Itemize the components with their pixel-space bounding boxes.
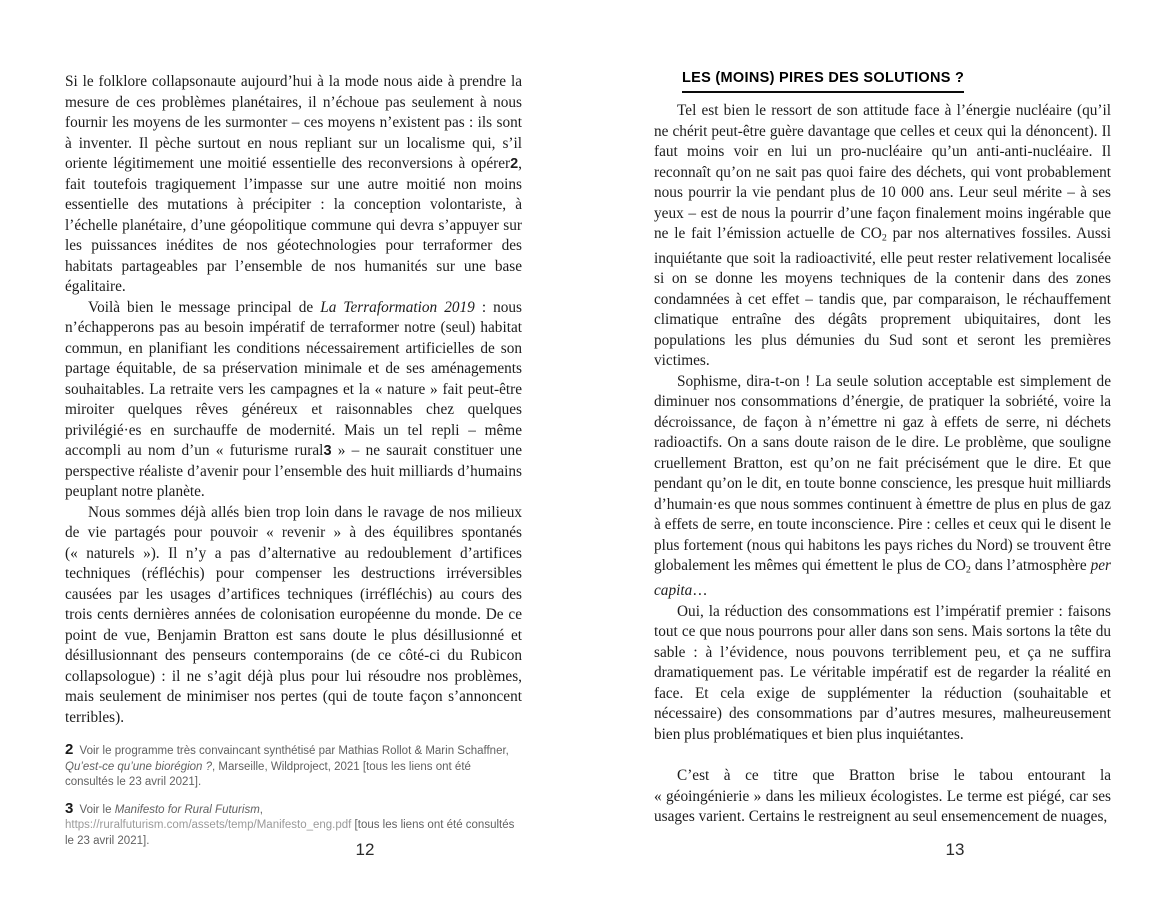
paragraph <box>654 372 1111 602</box>
text-segment: , fait toutefois tragiquement l’impasse sur une autre moitié non moins essentielle des mutations à précipiter : la conception volontariste, à l’échelle planétaire, d’une géopolitique commune qui devra s’appuyer sur les puissances inédites de nos géotechnologies pour terraformer des habitats partageables par l’ensemble de nos humanités sur une base égalitaire. <box>65 155 522 295</box>
text-segment: Voilà bien le message principal de <box>88 298 321 316</box>
paragraph <box>65 72 522 298</box>
co2-subscript: 2 <box>965 564 971 576</box>
paragraph <box>654 602 1111 746</box>
co2-subscript: 2 <box>881 232 887 244</box>
text-segment: dans l’atmosphère <box>970 557 1091 575</box>
footnote-ref-3: 3 <box>323 443 332 459</box>
text-segment: Oui, la réduction des consommations est l’impératif premier : faisons tout ce que nous pourrons pour aller dans son sens. Mais sortons la tête du sable : à l’évidence, nous pouvons terriblement peu, et ça ne suffira dramatiquement pas. Le véritable impératif est de regarder la réalité en face. Et cela exige de supplémenter la réduction (souhaitable et nécessaire) des consommations par d’autres mesures, malheureusement bien plus problématiques et bien plus inquiétantes. <box>654 602 1111 743</box>
text-segment: Si le folklore collapsonaute aujourd’hui à la mode nous aide à prendre la mesure de ces problèmes planétaires, il n’échoue pas seulement à nous fournir les moyens de les surmonter – ces moyens n’existent pas : ils sont à inventer. Il pèche surtout en nous repliant sur un localisme qui, s’il oriente légitimement une moitié essentielle des reconversions à opérer <box>65 73 522 172</box>
paragraph <box>654 101 1111 372</box>
text-segment: Nous sommes déjà allés bien trop loin dans le ravage de nos milieux de vie partagés pour pouvoir « revenir » à des équilibres spontanés (« naturels »). Il n’y a pas d’alternative au redoublement d’artifices techniques (réfléchis) pour compenser les destructions irréversibles causées par les usages d’artifices techniques (irréfléchis) au cours des trois cents dernières années de colonisation européenne du monde. De ce point de vue, Benjamin Bratton est sans doute le plus désillusionné et désillusionnant des penseurs contemporains (de ce côté-ci du Rubicon collapsologue) : il ne s’agit déjà plus pour lui résoudre nos problèmes, mais seulement de minimiser nos pertes (qui de toute façon s’annoncent terribles). <box>65 503 522 726</box>
text-segment: » – ne saurait constituer une perspective réaliste d’avenir pour l’ensemble des huit milliards d’humains peuplant notre planète. <box>65 442 522 500</box>
paragraph <box>65 503 522 729</box>
text-segment: [tous les liens ont été consultés le 23 avril 2021]. <box>65 819 515 847</box>
text-segment: , Marseille, Wildproject, 2021 [tous les liens ont été consultés le 23 avril 2021]. <box>65 760 471 788</box>
text-segment: Voir le <box>76 803 115 816</box>
footnote-ref-2: 2 <box>510 156 519 172</box>
text-segment: Tel est bien le ressort de son attitude face à l’énergie nucléaire (qu’il ne chérit peut-être guère davantage que celles et ceux qui la dénoncent). Il faut moins voir en lui un pro-nucléaire qu’un anti-anti-nucléaire. Il reconnaît qu’on ne sait pas quoi faire des déchets, qui vont probablement nous pourrir la vie pendant plus de 10 000 ans. Leur seul mérite – à ses yeux – est de nous la pourrir d’une façon finalement moins ingérable que ne le fait l’émission actuelle de CO <box>654 102 1111 242</box>
paragraph <box>654 766 1111 828</box>
cited-title: Manifesto for Rural Futurism <box>114 803 260 816</box>
cited-title: Qu’est-ce qu’une biorégion ? <box>65 760 213 773</box>
book-title: La Terraformation 2019 <box>320 298 475 316</box>
section-heading-text: LES (MOINS) PIRES DES SOLUTIONS ? <box>682 70 964 93</box>
footnote <box>65 742 522 791</box>
paragraph <box>65 298 522 503</box>
text-segment: C’est à ce titre que Bratton brise le tabou entourant la « géoingénierie » dans les milieux écologistes. Le terme est piégé, car ses usages varient. Certains le restreignent au seul ensemencement de nuages, <box>654 767 1111 826</box>
latin-phrase: per capita <box>654 557 1111 600</box>
footnote-url[interactable]: https://ruralfuturism.com/assets/temp/Manifesto_eng.pdf <box>65 819 352 831</box>
text-segment: : nous n’échapperons pas au besoin impératif de terraformer notre (seul) habitat commun, en planifiant les conditions nécessairement artificielles de son partage équitable, de sa préservation minimale et de ses aménagements souhaitables. La retraite vers les campagnes et la « nature » fait peut-être miroiter quelques rêves généreux et raisonnables chez quelques privilégié·es en surchauffe de modernité. Mais un tel repli – même accompli au nom d’un « futurisme rural <box>65 298 522 459</box>
text-segment: Sophisme, dira-t-on ! La seule solution acceptable est simplement de diminuer nos consommations d’énergie, de pratiquer la sobriété, voire la décroissance, de façon à n’émettre ni gaz à effets de serre, ni déchets radioactifs. On a sans doute raison de le dire. Le problème, que souligne cruellement Bratton, est qu’on ne fait précisément que le dire. Et que pendant qu’on le dit, en toute bonne conscience, les presque huit milliards d’humain·es que nous sommes continuent à émettre de plus en plus de gaz à effets de serre, en toute inconscience. Pire : celles et ceux qui le disent le plus fortement (nous qui habitons les pays riches du Nord) se trouvent être globalement les mêmes qui émettent le plus de CO <box>654 372 1111 575</box>
footnote-marker-3: 3 <box>65 799 74 817</box>
page-number-right: 13 <box>945 840 965 859</box>
text-segment: Voir le programme très convaincant synthétisé par Mathias Rollot & Marin Schaffner, <box>76 745 509 757</box>
footnotes-block <box>65 742 522 849</box>
text-segment: … <box>692 582 708 600</box>
text-segment: , <box>259 803 263 816</box>
footnote <box>65 801 522 850</box>
right-page <box>654 70 1111 828</box>
footnote-marker-2: 2 <box>65 741 74 758</box>
text-segment: par nos alternatives fossiles. Aussi inquiétante que soit la radioactivité, elle peut rester relativement localisée si on se donne les moyens techniques de la contenir dans des zones condamnées à cet effet – tandis que, par comparaison, le réchauffement climatique entraîne des dégâts proprement ubiquitaires, dont les populations les plus démunies du Sud sont et seront les premières victimes. <box>654 225 1111 370</box>
page-number-left: 12 <box>355 840 375 859</box>
left-page <box>65 72 522 859</box>
section-heading <box>682 70 1111 93</box>
